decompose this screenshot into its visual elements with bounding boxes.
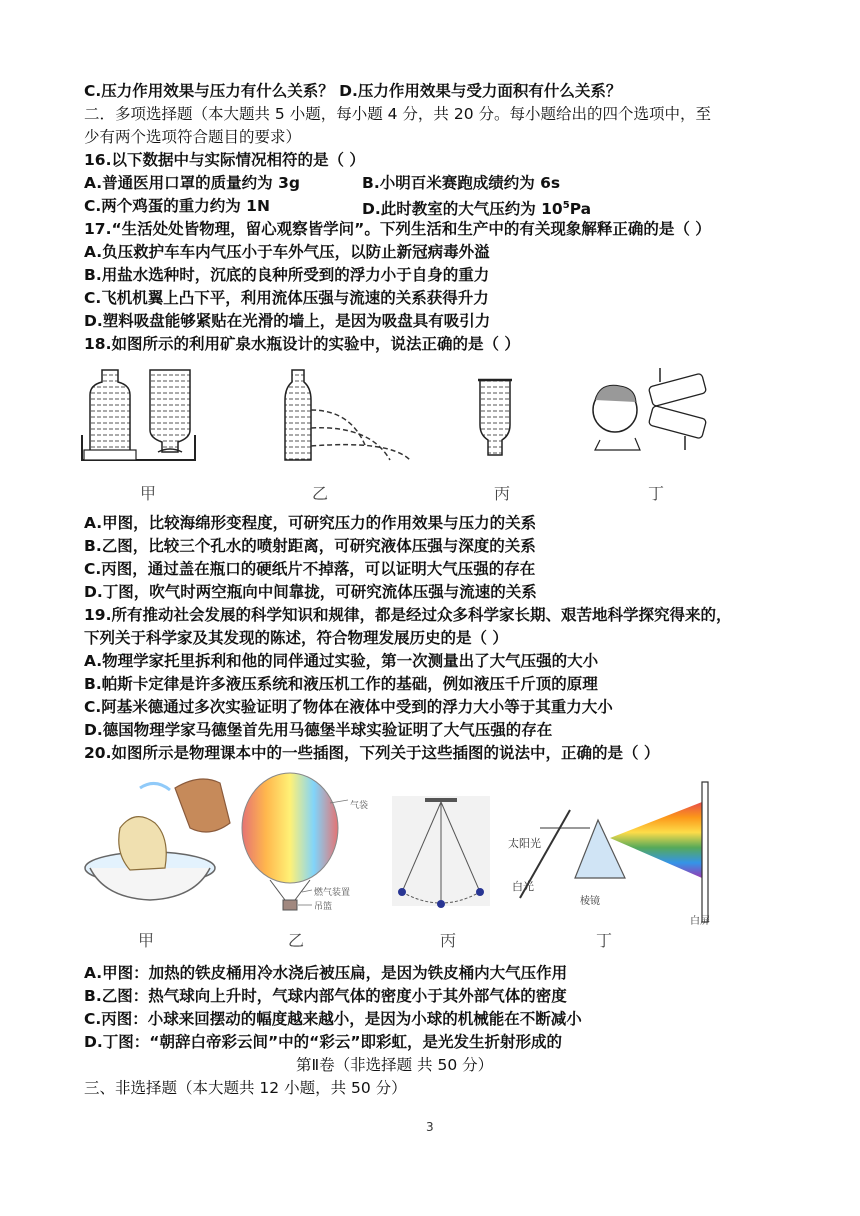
q19-option-d: D.德国物理学家马德堡首先用马德堡半球实验证明了大气压强的存在 bbox=[84, 721, 553, 739]
q20-option-c: C.丙图：小球来回摆动的幅度越来越小，是因为小球的机械能在不断减小 bbox=[84, 1010, 582, 1028]
q19-option-a: A.物理学家托里拆利和他的同伴通过实验，第一次测量出了大气压强的大小 bbox=[84, 652, 599, 670]
figure-18 bbox=[80, 360, 740, 510]
q18-option-a: A.甲图，比较海绵形变程度，可研究压力的作用效果与压力的关系 bbox=[84, 514, 537, 532]
q19-option-c: C.阿基米德通过多次实验证明了物体在液体中受到的浮力大小等于其重力大小 bbox=[84, 698, 613, 716]
balloon-label-bag: 气袋 bbox=[350, 801, 369, 811]
fig20-caption-jia: 甲 bbox=[138, 931, 155, 950]
section-heading: 二．多项选择题（本大题共 5 小题，每小题 4 分，共 20 分。每小题给出的四个选项中，至 bbox=[84, 105, 712, 123]
q17-option-b: B.用盐水选种时，沉底的良种所受到的浮力小于自身的重力 bbox=[84, 266, 490, 284]
q18-option-c: C.丙图，通过盖在瓶口的硬纸片不掉落，可以证明大气压强的存在 bbox=[84, 560, 536, 578]
option-line: C.压力作用效果与压力有什么关系？ D.压力作用效果与受力面积有什么关系？ bbox=[84, 82, 622, 100]
page-number: 3 bbox=[426, 1120, 434, 1134]
bing-inverted-bottle bbox=[478, 380, 512, 455]
balloon-label-basket: 吊篮 bbox=[314, 902, 333, 912]
q18-option-b: B.乙图，比较三个孔水的喷射距离，可研究液体压强与深度的关系 bbox=[84, 537, 536, 555]
question-16: 16.以下数据中与实际情况相符的是（ ） bbox=[84, 151, 365, 169]
fig20-caption-bing: 丙 bbox=[440, 931, 457, 950]
q17-option-a: A.负压救护车车内气压小于车外气压，以防止新冠病毒外溢 bbox=[84, 243, 490, 261]
q16-option-c: C.两个鸡蛋的重力约为 1N bbox=[84, 197, 270, 215]
q16-option-b: B.小明百米赛跑成绩约为 6s bbox=[362, 174, 561, 192]
screen-label: 白屏 bbox=[690, 916, 710, 927]
q20-option-b: B.乙图：热气球向上升时，气球内部气体的密度小于其外部气体的密度 bbox=[84, 987, 567, 1005]
prism-label: 棱镜 bbox=[580, 896, 600, 907]
fig18-caption-jia: 甲 bbox=[140, 484, 157, 503]
q20-option-d: D.丁图：“朝辞白帝彩云间”中的“彩云”即彩虹，是光发生折射形成的 bbox=[84, 1033, 563, 1051]
q18-option-d: D.丁图，吹气时两空瓶向中间靠拢，可研究流体压强与流速的关系 bbox=[84, 583, 537, 601]
question-19: 19.所有推动社会发展的科学知识和规律，都是经过众多科学家长期、艰苦地科学探究得来的， bbox=[84, 606, 732, 624]
question-17: 17.“生活处处皆物理，留心观察皆学问”。下列生活和生产中的有关现象解释正确的是（ ） bbox=[84, 220, 711, 238]
ding-boy-bottles bbox=[593, 368, 707, 450]
jia-basin-can bbox=[85, 779, 230, 900]
section-heading-cont: 少有两个选项符合题目的要求） bbox=[84, 128, 302, 146]
q16-option-d: D.此时教室的大气压约为 $10^5Pa$ bbox=[362, 200, 592, 219]
question-18: 18.如图所示的利用矿泉水瓶设计的实验中，说法正确的是（ ） bbox=[84, 335, 520, 353]
jia-inverted-bottle bbox=[150, 370, 190, 452]
fig20-caption-yi: 乙 bbox=[288, 931, 305, 950]
q20-option-a: A.甲图：加热的铁皮桶用冷水浇后被压扁，是因为铁皮桶内大气压作用 bbox=[84, 964, 568, 982]
fig18-caption-ding: 丁 bbox=[648, 484, 665, 503]
q17-option-d: D.塑料吸盘能够紧贴在光滑的墙上，是因为吸盘具有吸引力 bbox=[84, 312, 491, 330]
part-two-heading: 第Ⅱ卷（非选择题 共 50 分） bbox=[296, 1056, 494, 1074]
fig20-caption-ding: 丁 bbox=[596, 931, 613, 950]
figure-20 bbox=[80, 768, 720, 928]
fig18-caption-yi: 乙 bbox=[312, 484, 329, 503]
fig18-caption-bing: 丙 bbox=[494, 484, 511, 503]
q19-option-b: B.帕斯卡定律是许多液压系统和液压机工作的基础，例如液压千斤顶的原理 bbox=[84, 675, 598, 693]
yi-bottle-jets bbox=[285, 370, 410, 460]
white-light-label: 白光 bbox=[512, 880, 534, 893]
sunlight-label: 太阳光 bbox=[508, 837, 541, 850]
balloon-label-burner: 燃气装置 bbox=[314, 888, 351, 898]
bing-pendulum bbox=[392, 796, 490, 908]
question-19-cont: 下列关于科学家及其发现的陈述，符合物理发展历史的是（ ） bbox=[84, 629, 508, 647]
section-three-heading: 三、非选择题（本大题共 12 小题，共 50 分） bbox=[84, 1079, 407, 1097]
ding-prism-rainbow bbox=[520, 782, 708, 922]
q16-option-a: A.普通医用口罩的质量约为 3g bbox=[84, 174, 300, 192]
q17-option-c: C.飞机机翼上凸下平，利用流体压强与流速的关系获得升力 bbox=[84, 289, 489, 307]
question-20: 20.如图所示是物理课本中的一些插图，下列关于这些插图的说法中，正确的是（ ） bbox=[84, 744, 660, 762]
